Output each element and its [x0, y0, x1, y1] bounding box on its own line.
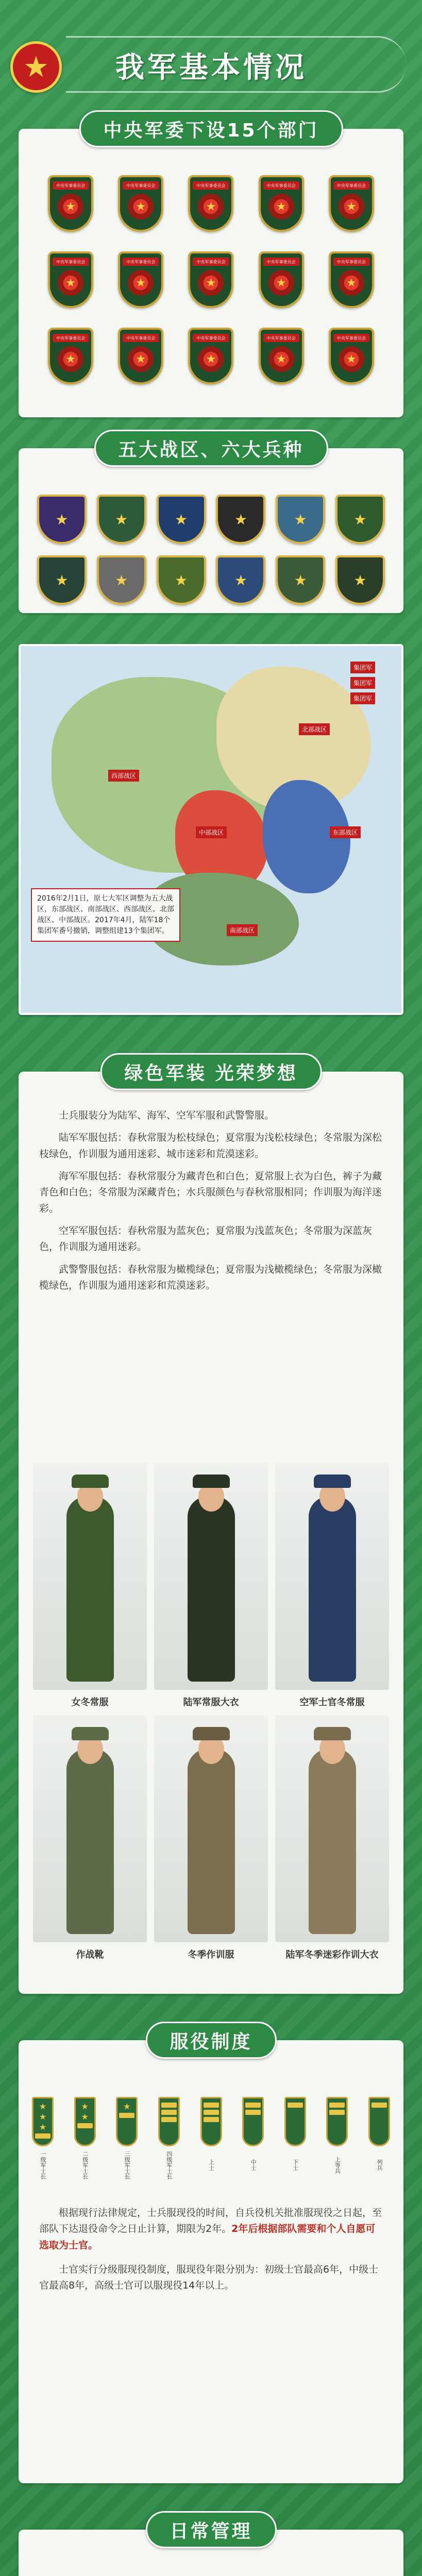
service-paragraph-1 [39, 2205, 383, 2253]
department-patch [109, 175, 172, 237]
uniform-photo-cell [33, 1716, 147, 1961]
uniform-photo-cell [33, 1463, 147, 1708]
theater-shield-icon: ★ [157, 495, 206, 544]
uniform-photo-cell [275, 1463, 389, 1708]
rank-label: 下士 [292, 2159, 299, 2171]
star-icon: ★ [339, 346, 364, 372]
uniform-paragraph: 武警警服包括：春秋常服为橄榄绿色；夏常服为浅橄榄绿色；冬常服为深橄榄绿色，作训服为通用迷彩和荒漠迷彩。 [39, 1263, 382, 1292]
rank-chevron-icon [245, 2103, 261, 2108]
service-paragraph-1-text: 根据现行法律规定，士兵服现役的时间，自兵役机关批准服现役之日起，至部队下达退役命令之日止计算，期限为2年。 [39, 2207, 382, 2235]
theater-patch [154, 555, 209, 605]
shoulder-board-icon [200, 2097, 222, 2146]
shoulder-board-icon [116, 2097, 138, 2146]
rank-insignia [199, 2097, 223, 2184]
department-patch [320, 251, 383, 313]
theater-patch [332, 495, 388, 544]
map-legend-2: 集团军 [350, 677, 375, 689]
rank-insignia [115, 2097, 139, 2184]
department-patch [179, 175, 242, 237]
department-patch-label: 中央军事委员会 [123, 334, 159, 342]
department-shield-icon [188, 251, 233, 308]
rank-chevron-icon [329, 2110, 345, 2115]
uniform-photo-cell [154, 1716, 268, 1961]
top-header [0, 0, 422, 98]
star-icon: ★ [128, 346, 154, 372]
department-shield-icon [48, 251, 93, 308]
soldier-figure [66, 1496, 114, 1682]
theater-patch [34, 495, 90, 544]
department-patch [39, 175, 102, 237]
rank-star-icon: ★ [39, 2112, 47, 2122]
shoulder-board-icon [326, 2097, 348, 2146]
rank-chevron-icon [329, 2103, 345, 2108]
map-legend-3: 集团军 [350, 692, 375, 704]
department-patch-label: 中央军事委员会 [193, 334, 229, 342]
uniform-photo [275, 1716, 389, 1942]
department-shield-icon [259, 251, 304, 308]
map-tag-south: 南部战区 [227, 924, 258, 936]
rank-chevron-icon [204, 2103, 219, 2108]
rank-insignia [241, 2097, 265, 2184]
map-tag-east: 东部战区 [330, 826, 361, 838]
department-patch [179, 251, 242, 313]
rank-insignia-row [31, 2097, 391, 2184]
theater-patch [332, 555, 388, 605]
department-patch-label: 中央军事委员会 [193, 181, 229, 190]
map-tag-north: 北部战区 [299, 723, 330, 735]
star-icon: ★ [58, 270, 83, 296]
theater-patch [213, 495, 269, 544]
rank-insignia [367, 2097, 391, 2184]
rank-chevron-icon [119, 2113, 134, 2118]
uniform-photo-label: 女冬常服 [71, 1697, 109, 1708]
rank-star-icon: ★ [81, 2102, 89, 2111]
rank-chevron-icon [372, 2103, 387, 2108]
department-patch-grid [39, 175, 383, 389]
theaters-title: 五大战区、六大兵种 [94, 430, 328, 467]
service-paragraph-1-emphasis: 2年后根据部队需要和个人自愿可选取为士官。 [39, 2223, 376, 2251]
cap-icon [193, 1727, 230, 1740]
star-icon: ★ [128, 270, 154, 296]
theater-patch [154, 495, 209, 544]
department-patch [109, 251, 172, 313]
daily-title: 日常管理 [145, 2511, 276, 2548]
rank-chevron-icon [161, 2117, 177, 2122]
cap-icon [314, 1475, 351, 1488]
department-shield-icon [48, 328, 93, 384]
uniform-photo-label: 陆军冬季迷彩作训大衣 [285, 1950, 379, 1960]
department-patch [320, 175, 383, 237]
theater-patch-grid [34, 495, 388, 605]
uniform-paragraph: 海军军服包括：春秋常服分为藏青色和白色；夏常服上衣为白色，裤子为藏青色和白色；冬常服为深藏青色；水兵服颜色与春秋常服相同；作训服为海洋迷彩。 [39, 1171, 382, 1214]
uniform-photo-cell [275, 1716, 389, 1961]
uniforms-card [19, 1062, 403, 1994]
shoulder-board-icon [32, 2097, 54, 2146]
uniform-photo [154, 1463, 268, 1690]
uniform-photo-label: 空军士官冬常服 [299, 1697, 365, 1708]
uniform-photo-label: 冬季作训服 [188, 1950, 234, 1960]
star-icon: ★ [58, 194, 83, 219]
department-patch [39, 251, 102, 313]
uniform-photo [154, 1716, 268, 1942]
uniform-photo-cell [154, 1463, 268, 1708]
soldier-figure [66, 1749, 114, 1934]
uniform-paragraph: 士兵服装分为陆军、海军、空军军服和武警警服。 [59, 1110, 275, 1121]
rank-label: 上等兵 [334, 2156, 341, 2174]
service-card [19, 2031, 403, 2483]
uniform-photo-label: 陆军常服大衣 [183, 1697, 239, 1708]
rank-chevron-icon [161, 2103, 177, 2108]
rank-insignia [31, 2097, 55, 2184]
service-title: 服役制度 [145, 2022, 276, 2059]
theater-shield-icon: ★ [97, 495, 146, 544]
theater-shield-icon: ★ [37, 555, 87, 605]
department-shield-icon [329, 251, 374, 308]
star-icon: ★ [339, 194, 364, 219]
department-patch-label: 中央军事委员会 [53, 334, 89, 342]
rank-insignia [157, 2097, 181, 2184]
department-patch-label: 中央军事委员会 [263, 334, 299, 342]
rank-insignia [325, 2097, 349, 2184]
department-shield-icon [259, 328, 304, 384]
department-patch-label: 中央军事委员会 [53, 258, 89, 266]
uniforms-text [39, 1108, 383, 1294]
department-patch [250, 328, 313, 389]
department-shield-icon [118, 175, 163, 232]
department-shield-icon [118, 328, 163, 384]
department-patch [250, 175, 313, 237]
department-patch [320, 328, 383, 389]
theater-patch [94, 495, 149, 544]
uniform-photo [33, 1463, 147, 1690]
rank-chevron-icon [35, 2133, 50, 2139]
department-shield-icon [118, 251, 163, 308]
theater-shield-icon: ★ [335, 495, 385, 544]
star-icon: ★ [339, 270, 364, 296]
rank-label: 中士 [250, 2159, 257, 2171]
star-icon: ★ [268, 270, 294, 296]
star-icon: ★ [268, 346, 294, 372]
department-patch-label: 中央军事委员会 [123, 181, 159, 190]
department-patch-label: 中央军事委员会 [53, 181, 89, 190]
rank-star-icon: ★ [81, 2112, 89, 2122]
theater-shield-icon: ★ [97, 555, 146, 605]
departments-title: 中央军委下设15个部门 [79, 110, 343, 147]
star-icon: ★ [198, 346, 224, 372]
map-tag-central: 中部战区 [196, 826, 227, 838]
uniform-paragraph: 陆军军服包括：春秋常服为松枝绿色；夏常服为浅松枝绿色；冬常服为深松枝绿色，作训服为通用迷彩、城市迷彩和荒漠迷彩。 [39, 1132, 382, 1160]
rank-label: 列兵 [376, 2159, 383, 2171]
theater-patch [94, 555, 149, 605]
department-patch-label: 中央军事委员会 [333, 258, 369, 266]
soldier-figure [188, 1749, 235, 1934]
rank-star-icon: ★ [39, 2122, 47, 2132]
rank-label: 二级军士长 [81, 2150, 89, 2179]
department-patch-label: 中央军事委员会 [263, 258, 299, 266]
department-patch-label: 中央军事委员会 [263, 181, 299, 190]
shoulder-board-icon [284, 2097, 306, 2146]
cap-icon [72, 1727, 109, 1740]
map-legend-1: 集团军 [350, 662, 375, 673]
theater-shield-icon: ★ [216, 495, 265, 544]
rank-chevron-icon [245, 2110, 261, 2115]
theater-map [19, 644, 403, 1015]
star-icon: ★ [128, 194, 154, 219]
cap-icon [72, 1475, 109, 1488]
theaters-card [19, 439, 403, 613]
department-patch [39, 328, 102, 389]
map-callout: 2016年2月1日，原七大军区调整为五大战区，东部战区、南部战区、西部战区、北部战区、中部战区。2017年4月，陆军18个集团军番号撤销，调整组建13个集团军。 [31, 888, 180, 942]
department-patch [109, 328, 172, 389]
soldier-figure [309, 1749, 356, 1934]
department-shield-icon [48, 175, 93, 232]
department-shield-icon [259, 175, 304, 232]
soldier-figure [188, 1496, 235, 1682]
department-shield-icon [188, 328, 233, 384]
uniform-photo-label: 作战靴 [76, 1950, 104, 1960]
department-shield-icon [329, 328, 374, 384]
daily-card [19, 2520, 403, 2576]
star-icon: ★ [198, 270, 224, 296]
theater-shield-icon: ★ [157, 555, 206, 605]
department-patch [179, 328, 242, 389]
service-paragraph-2: 士官实行分级服现役制度，服现役年限分别为：初级士官最高6年，中级士官最高8年，高级士官可以服现役14年以上。 [39, 2264, 379, 2292]
theater-shield-icon: ★ [37, 495, 87, 544]
rank-label: 一级军士长 [40, 2150, 46, 2179]
department-patch-label: 中央军事委员会 [193, 258, 229, 266]
star-emblem-icon: ★ [10, 41, 62, 93]
rank-insignia [283, 2097, 307, 2184]
department-patch [250, 251, 313, 313]
cap-icon [193, 1475, 230, 1488]
star-icon: ★ [58, 346, 83, 372]
uniform-photo [275, 1463, 389, 1690]
theater-patch [213, 555, 269, 605]
theater-shield-icon: ★ [216, 555, 265, 605]
shoulder-board-icon [158, 2097, 180, 2146]
department-patch-label: 中央军事委员会 [333, 334, 369, 342]
theater-shield-icon: ★ [335, 555, 385, 605]
department-shield-icon [188, 175, 233, 232]
rank-chevron-icon [288, 2103, 303, 2108]
rank-label: 四级军士长 [165, 2150, 173, 2179]
theater-patch [273, 495, 328, 544]
theater-patch [34, 555, 90, 605]
rank-chevron-icon [204, 2117, 219, 2122]
rank-chevron-icon [77, 2123, 93, 2128]
rank-star-icon: ★ [39, 2102, 47, 2111]
rank-chevron-icon [161, 2110, 177, 2115]
rank-chevron-icon [204, 2110, 219, 2115]
star-icon: ★ [198, 194, 224, 219]
theater-patch [273, 555, 328, 605]
service-text [39, 2205, 383, 2294]
shoulder-board-icon [368, 2097, 390, 2146]
rank-star-icon: ★ [123, 2102, 131, 2111]
page-title: 我军基本情况 [115, 51, 307, 84]
soldier-figure [309, 1496, 356, 1682]
uniform-photo [33, 1716, 147, 1942]
uniforms-title: 绿色军装 光荣梦想 [100, 1053, 322, 1090]
rank-insignia [73, 2097, 97, 2184]
departments-card [19, 120, 403, 417]
rank-label: 上士 [208, 2159, 215, 2171]
department-patch-label: 中央军事委员会 [123, 258, 159, 266]
department-patch-label: 中央军事委员会 [333, 181, 369, 190]
uniform-paragraph: 空军军服包括：春秋常服为蓝灰色；夏常服为浅蓝灰色；冬常服为深蓝灰色，作训服为通用迷彩。 [39, 1225, 373, 1253]
map-tag-west: 西部战区 [108, 770, 139, 782]
theater-shield-icon: ★ [276, 495, 325, 544]
cap-icon [314, 1727, 351, 1740]
shoulder-board-icon [242, 2097, 264, 2146]
department-shield-icon [329, 175, 374, 232]
shoulder-board-icon [74, 2097, 96, 2146]
rank-label: 三级军士长 [124, 2150, 131, 2179]
star-icon: ★ [268, 194, 294, 219]
theater-shield-icon: ★ [276, 555, 325, 605]
uniform-photo-grid [33, 1463, 389, 1961]
